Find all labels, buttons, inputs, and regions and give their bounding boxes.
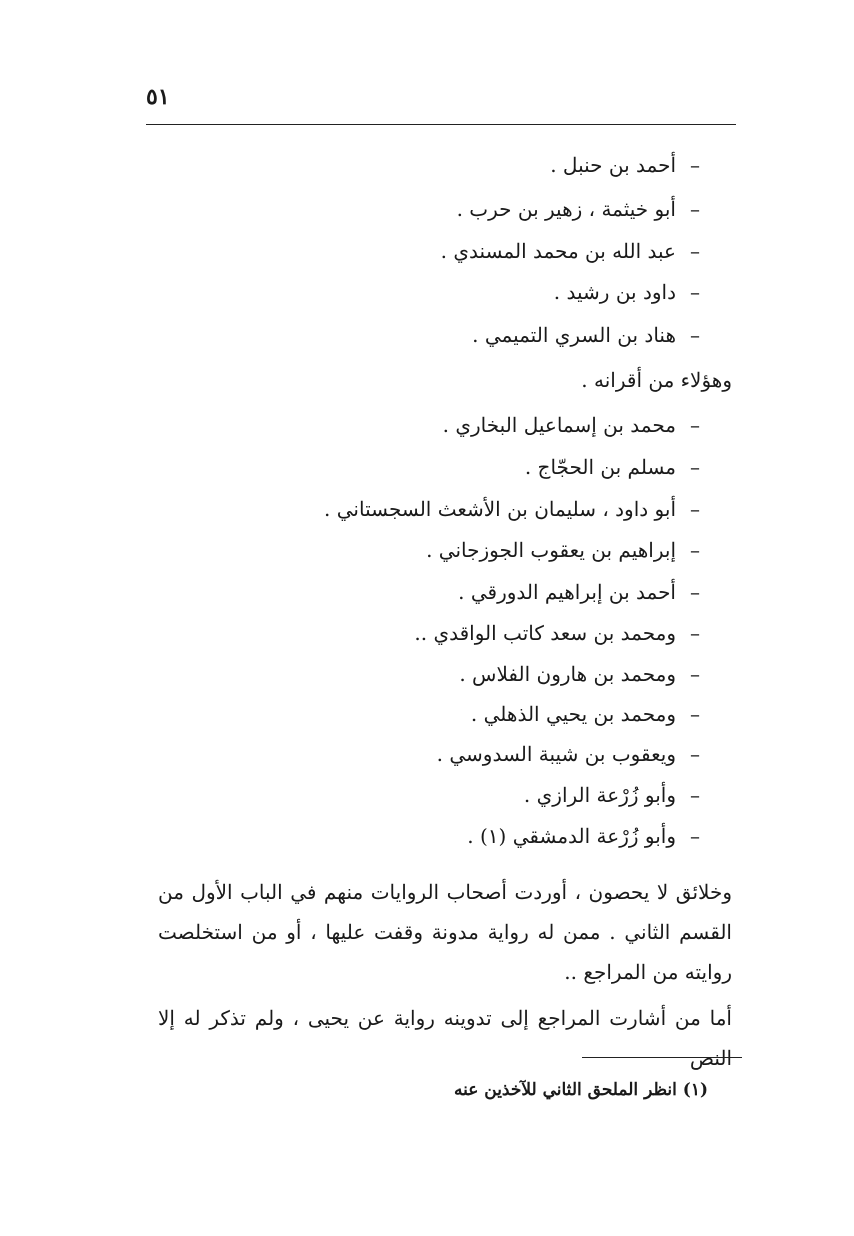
list-item-text: مسلم بن الحجّاج . xyxy=(524,455,676,479)
list-dash: – xyxy=(690,239,700,263)
list-item xyxy=(471,699,700,729)
list-item-text: ومحمد بن هارون الفلاس . xyxy=(459,662,676,686)
list-item-text: ومحمد بن يحيي الذهلي . xyxy=(470,702,676,726)
list-item xyxy=(437,739,700,769)
footnote: (١) انظر الملحق الثاني للآخذين عنه xyxy=(453,1080,708,1100)
list-dash: – xyxy=(690,580,700,604)
list-dash: – xyxy=(690,783,700,807)
list-item xyxy=(524,780,700,810)
list-item xyxy=(426,535,700,565)
list-item-text: أبو داود ، سليمان بن الأشعث السجستاني . xyxy=(324,497,676,521)
list-dash: – xyxy=(690,662,700,686)
list-item-text: إبراهيم بن يعقوب الجوزجاني . xyxy=(426,538,676,562)
body-paragraph-continuing: أما من أشارت المراجع إلى تدوينه رواية عن يحيى ، ولم تذكر له إلا النص xyxy=(158,1006,732,1070)
list-dash: – xyxy=(690,197,700,221)
list-item-text: ومحمد بن سعد كاتب الواقدي .. xyxy=(414,621,676,645)
list-item-text: وأبو زُرْعة الرازي . xyxy=(523,783,676,807)
list-dash: – xyxy=(690,702,700,726)
list-item xyxy=(459,659,700,689)
list-item xyxy=(550,150,700,180)
list-item-text: هناد بن السري التميمي . xyxy=(472,323,676,347)
list-dash: – xyxy=(690,497,700,521)
list-dash: – xyxy=(690,280,700,304)
list-item-text: أحمد بن إبراهيم الدورقي . xyxy=(458,580,676,604)
list-item-text: ويعقوب بن شيبة السدوسي . xyxy=(436,742,676,766)
list-dash: – xyxy=(690,621,700,645)
list-dash: – xyxy=(690,413,700,437)
list-item-text: عبد الله بن محمد المسندي . xyxy=(440,239,676,263)
list-item-text: داود بن رشيد . xyxy=(553,280,676,304)
list-item xyxy=(457,194,700,224)
header-rule xyxy=(146,124,736,125)
list-item xyxy=(458,577,700,607)
list-dash: – xyxy=(690,323,700,347)
list-item xyxy=(554,277,700,307)
list-dash: – xyxy=(690,455,700,479)
intro-line: وهؤلاء من أقرانه . xyxy=(581,368,732,392)
list-item xyxy=(443,410,700,440)
list-dash: – xyxy=(690,742,700,766)
list-dash: – xyxy=(690,153,700,177)
list-dash: – xyxy=(690,824,700,848)
list-item xyxy=(414,618,700,648)
list-item-text: أحمد بن حنبل . xyxy=(550,153,676,177)
list-item-text: أبو خيثمة ، زهير بن حرب . xyxy=(456,197,676,221)
body-paragraph: وخلائق لا يحصون ، أوردت أصحاب الروايات منهم في الباب الأول من القسم الثاني . ممن له رواية مدونة وقفت عليها ، أو من استخلصت روايته من المراجع .. xyxy=(158,880,733,984)
list-dash: – xyxy=(690,538,700,562)
list-item xyxy=(441,236,700,266)
list-item xyxy=(467,821,700,851)
list-item xyxy=(525,452,700,482)
footnote-rule xyxy=(582,1057,742,1058)
list-item xyxy=(324,494,700,524)
list-item-text: محمد بن إسماعيل البخاري . xyxy=(442,413,676,437)
page-number: ٥١ xyxy=(146,84,170,110)
list-item xyxy=(472,320,700,350)
list-item-text: وأبو زُرْعة الدمشقي (١) . xyxy=(467,824,676,848)
